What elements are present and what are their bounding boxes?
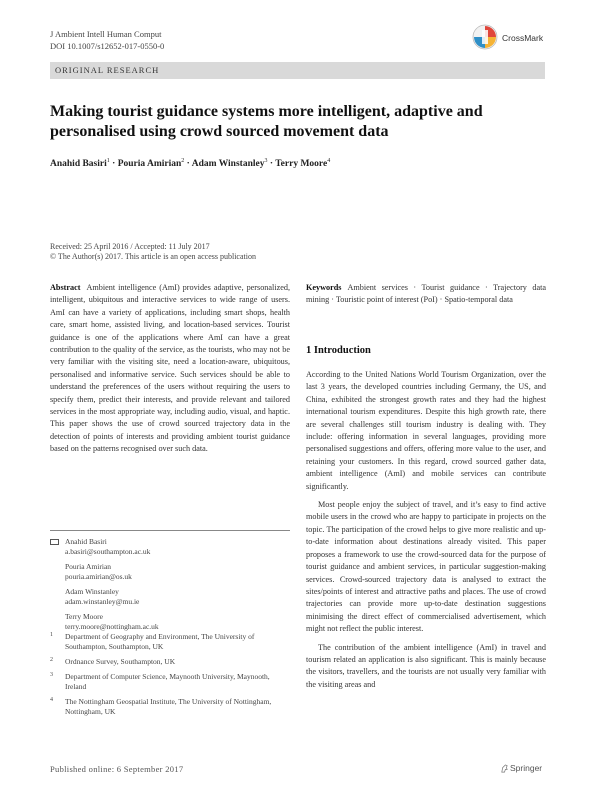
section-heading: 1 Introduction bbox=[306, 345, 371, 356]
contact-entry bbox=[65, 587, 290, 607]
affiliation-number: 4 bbox=[50, 697, 53, 703]
paragraph: The contribution of the ambient intelligence (AmI) in travel and tourism related an application is also significant. This is mainly because the visitors, travellers, and the tourists are not usually very familiar with the visiting areas and bbox=[306, 642, 546, 689]
contact-entry bbox=[65, 562, 290, 582]
contact-entry bbox=[65, 537, 290, 557]
envelope-icon bbox=[50, 539, 59, 545]
contact-email[interactable]: a.basiri@southampton.ac.uk bbox=[65, 547, 151, 556]
publisher-name: Springer bbox=[510, 763, 543, 773]
contact-entry bbox=[65, 612, 290, 632]
contact-name: Anahid Basiri bbox=[65, 537, 107, 546]
affiliation-text: Ordnance Survey, Southampton, UK bbox=[65, 657, 176, 666]
author-affil-number: 2 bbox=[181, 158, 185, 164]
published-online-date: Published online: 6 September 2017 bbox=[50, 764, 184, 774]
crossmark-label: CrossMark bbox=[502, 33, 544, 43]
abstract-label: Abstract bbox=[50, 283, 81, 292]
paper-title: Making tourist guidance systems more intelligent, adaptive and personalised using crowd sourced movement data bbox=[50, 103, 483, 140]
affiliation-number: 1 bbox=[50, 632, 53, 638]
affiliation-text: Department of Computer Science, Maynooth University, Maynooth, Ireland bbox=[65, 672, 270, 691]
affiliations bbox=[50, 632, 290, 722]
contact-email[interactable]: adam.winstanley@mu.ie bbox=[65, 597, 140, 606]
contact-name: Pouria Amirian bbox=[65, 562, 112, 571]
author-name[interactable]: Pouria Amirian bbox=[117, 159, 182, 170]
crossmark-badge[interactable] bbox=[472, 24, 562, 54]
author-separator: · bbox=[269, 159, 276, 170]
affiliation-text: The Nottingham Geospatial Institute, The University of Nottingham, Nottingham, UK bbox=[65, 697, 272, 716]
journal-name: J Ambient Intell Human Comput bbox=[50, 29, 162, 39]
affiliation-entry bbox=[50, 697, 290, 717]
doi-text: DOI 10.1007/s12652-017-0550-0 bbox=[50, 41, 165, 51]
contact-email[interactable]: terry.moore@nottingham.ac.uk bbox=[65, 622, 159, 631]
contact-name: Adam Winstanley bbox=[65, 587, 119, 596]
springer-horse-icon bbox=[500, 764, 509, 773]
author-affil-number: 1 bbox=[106, 158, 110, 164]
footnote-divider bbox=[50, 530, 290, 531]
author-contacts bbox=[50, 537, 290, 637]
keywords-label: Keywords bbox=[306, 283, 342, 292]
copyright-notice: © The Author(s) 2017. This article is an open access publication bbox=[50, 252, 256, 261]
affiliation-number: 3 bbox=[50, 672, 53, 678]
received-accepted-dates: Received: 25 April 2016 / Accepted: 11 July 2017 bbox=[50, 242, 210, 251]
abstract bbox=[50, 282, 290, 456]
introduction-body bbox=[306, 369, 546, 691]
author-affil-number: 3 bbox=[264, 158, 268, 164]
author-affil-number: 4 bbox=[327, 158, 331, 164]
paragraph: According to the United Nations World Tourism Organization, over the last 3 years, the developed countries including Germany, the US, and China, exhibited the strongest growth rates and they had the highest international tourism expenditures. Despite this high growth rate, there are several challenges still tourism industry is dealing with. They include: offering information in several languages, providing more personalised suggestions and offers, offering more value to the user, and retaining your customers. In this regard, crowd sourced gather data, ambient intelligence (AmI) and mobile services can contribute significantly. bbox=[306, 370, 546, 491]
keywords bbox=[306, 282, 546, 307]
author-separator: · bbox=[112, 159, 118, 170]
affiliation-entry bbox=[50, 657, 290, 667]
section-label-bar bbox=[50, 62, 545, 79]
affiliation-entry bbox=[50, 672, 290, 692]
affiliation-text: Department of Geography and Environment, The University of Southampton, Southampton, UK bbox=[65, 632, 255, 651]
crossmark-icon bbox=[472, 24, 498, 54]
contact-email[interactable]: pouria.amirian@os.uk bbox=[65, 572, 132, 581]
abstract-text: Ambient intelligence (AmI) provides adaptive, personalized, intelligent, ubiquitous and interactive services to wide range of users. AmI can have a variety of applications, including smart shops, health care, smart home, assisted living, and location-based services. Tourist guidance is one of the applications where AmI can have a great contribution to the quality of the service, as the tourists, who may not be very familiar with the visiting site, need a location-aware, ubiquitous, personalised and informative service. Such services should be able to understand the preferences of the users without requiring the users to specify them, predict their interests, and provide relevant and tailored services in the most appropriate way, including audio, visual, and haptic. This paper shows the use of crowd sourced trajectory data in the detection of points of interests and providing ambient tourist guidance based on the patterns recognised over such data. bbox=[50, 283, 290, 454]
author-name[interactable]: Terry Moore bbox=[275, 159, 328, 170]
paragraph: Most people enjoy the subject of travel, and it’s easy to find active mobile users in the crowd who are happy to participate in projects on the topic. The participation of the crowd helps to give more realistic and up-to-date information about destinations already visited. This paper proposes a framework to use the crowd-sourced data for the purpose of tourist guidance and ambient services, in particular suggestion-making services. Crowd-sourced trajectory data is analysed to extract the sites/points of interest and attractive paths and places. The use of crowd trajectories can provide more up-to-date destination suggestions minimising the direct effect of commercialised advertisement, which might not reflect the public interest. bbox=[306, 500, 546, 634]
author-list bbox=[50, 158, 330, 169]
contact-name: Terry Moore bbox=[65, 612, 104, 621]
affiliation-number: 2 bbox=[50, 657, 53, 663]
author-name[interactable]: Anahid Basiri bbox=[50, 159, 107, 170]
author-name[interactable]: Adam Winstanley bbox=[191, 159, 265, 170]
section-label: ORIGINAL RESEARCH bbox=[55, 65, 160, 75]
keywords-text: Ambient services · Tourist guidance · Trajectory data mining · Touristic point of interest (PoI) · Spatio-temporal data bbox=[306, 283, 546, 305]
affiliation-entry bbox=[50, 632, 290, 652]
author-separator: · bbox=[186, 159, 192, 170]
